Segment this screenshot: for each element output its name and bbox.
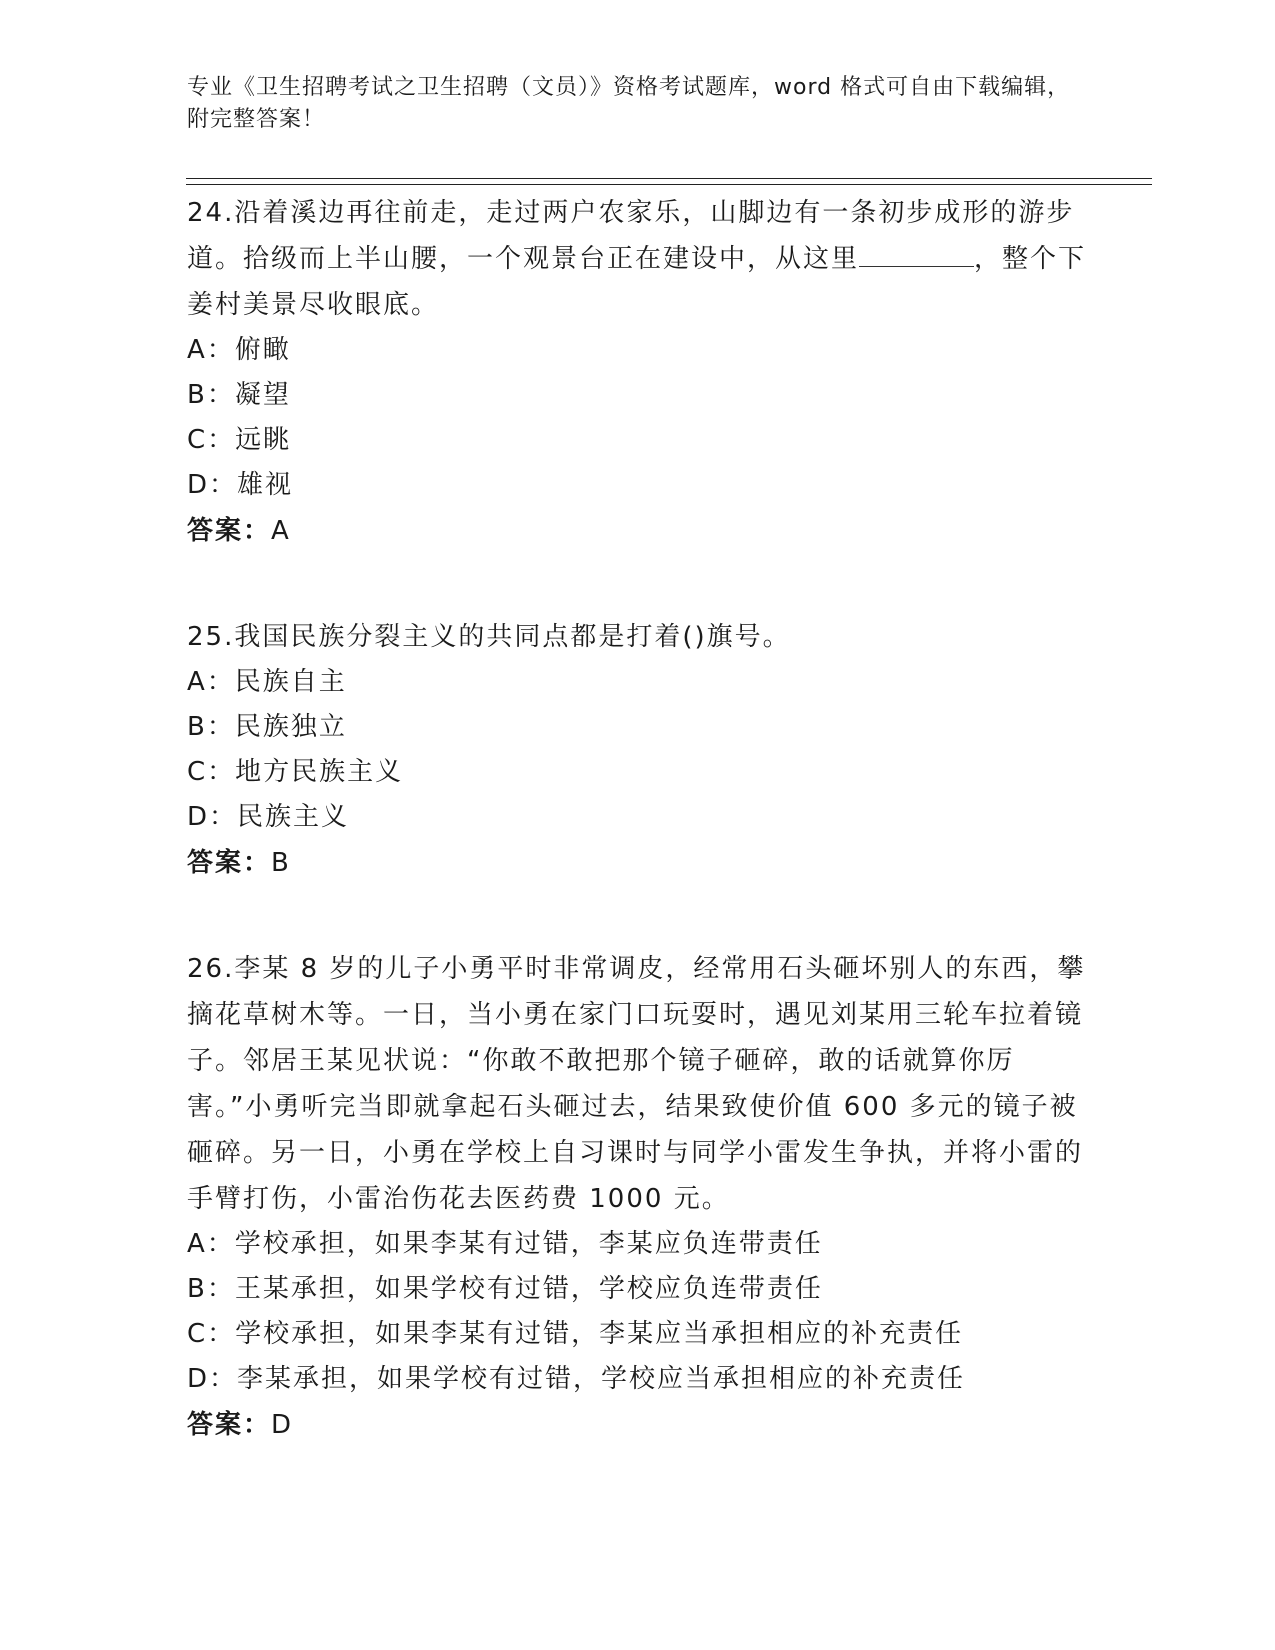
document-header: 专业《卫生招聘考试之卫生招聘（文员）》资格考试题库，word 格式可自由下载编辑，附完整答案！ <box>187 75 1071 132</box>
question-stem-part-1: 24.沿着溪边再往前走，走过两户农家乐，山脚边有一条初步成形的游步道。拾级而上半山腰，一个观景台正在建设中，从这里 <box>187 198 1075 274</box>
question-stem: 26.李某 8 岁的儿子小勇平时非常调皮，经常用石头砸坏别人的东西，攀摘花草树木等。一日，当小勇在家门口玩耍时，遇见刘某用三轮车拉着镜子。邻居王某见状说：“你敢不敢把那个镜子砸碎，敢的话就算你厉害。”小勇听完当即就拿起石头砸过去，结果致使价值 600 多元的镜子被砸碎。另一日，小勇在学校上自习课时与同学小雷发生争执，并将小雷的手臂打伤，小雷治伤花去医药费 1000 元。 <box>187 954 1086 1214</box>
option-d: D：李某承担，如果学校有过错，学校应当承担相应的补充责任 <box>187 1364 966 1394</box>
answer-line <box>187 840 1087 886</box>
answer-value: A <box>271 516 291 546</box>
option-b: B：王某承担，如果学校有过错，学校应负连带责任 <box>187 1274 823 1304</box>
question-24 <box>187 188 1087 554</box>
answer-label: 答案： <box>187 848 272 878</box>
answer-line <box>187 508 1087 554</box>
option-b: B：凝望 <box>187 380 291 410</box>
option-d: D：雄视 <box>187 470 294 500</box>
question-list <box>187 188 1087 1506</box>
option-c: C：远眺 <box>187 425 292 455</box>
question-stem <box>187 188 1087 328</box>
option-a: A：民族自主 <box>187 667 347 697</box>
answer-value: D <box>271 1410 294 1440</box>
question-26 <box>187 944 1087 1448</box>
answer-label: 答案： <box>187 516 272 546</box>
option-d: D：民族主义 <box>187 802 350 832</box>
option-a: A：俯瞰 <box>187 335 291 365</box>
question-stem-part-2: ，整个下姜村美景尽收眼底。 <box>187 244 1087 320</box>
fill-in-blank <box>859 244 974 267</box>
option-b: B：民族独立 <box>187 712 347 742</box>
header-divider-top <box>186 178 1152 179</box>
question-stem: 25.我国民族分裂主义的共同点都是打着()旗号。 <box>187 622 791 652</box>
option-a: A：学校承担，如果李某有过错，李某应负连带责任 <box>187 1229 823 1259</box>
question-25 <box>187 612 1087 886</box>
option-c: C：学校承担，如果李某有过错，李某应当承担相应的补充责任 <box>187 1319 964 1349</box>
option-c: C：地方民族主义 <box>187 757 404 787</box>
answer-label: 答案： <box>187 1410 272 1440</box>
answer-line <box>187 1402 1087 1448</box>
answer-value: B <box>271 848 291 878</box>
header-divider-bottom <box>186 184 1152 185</box>
